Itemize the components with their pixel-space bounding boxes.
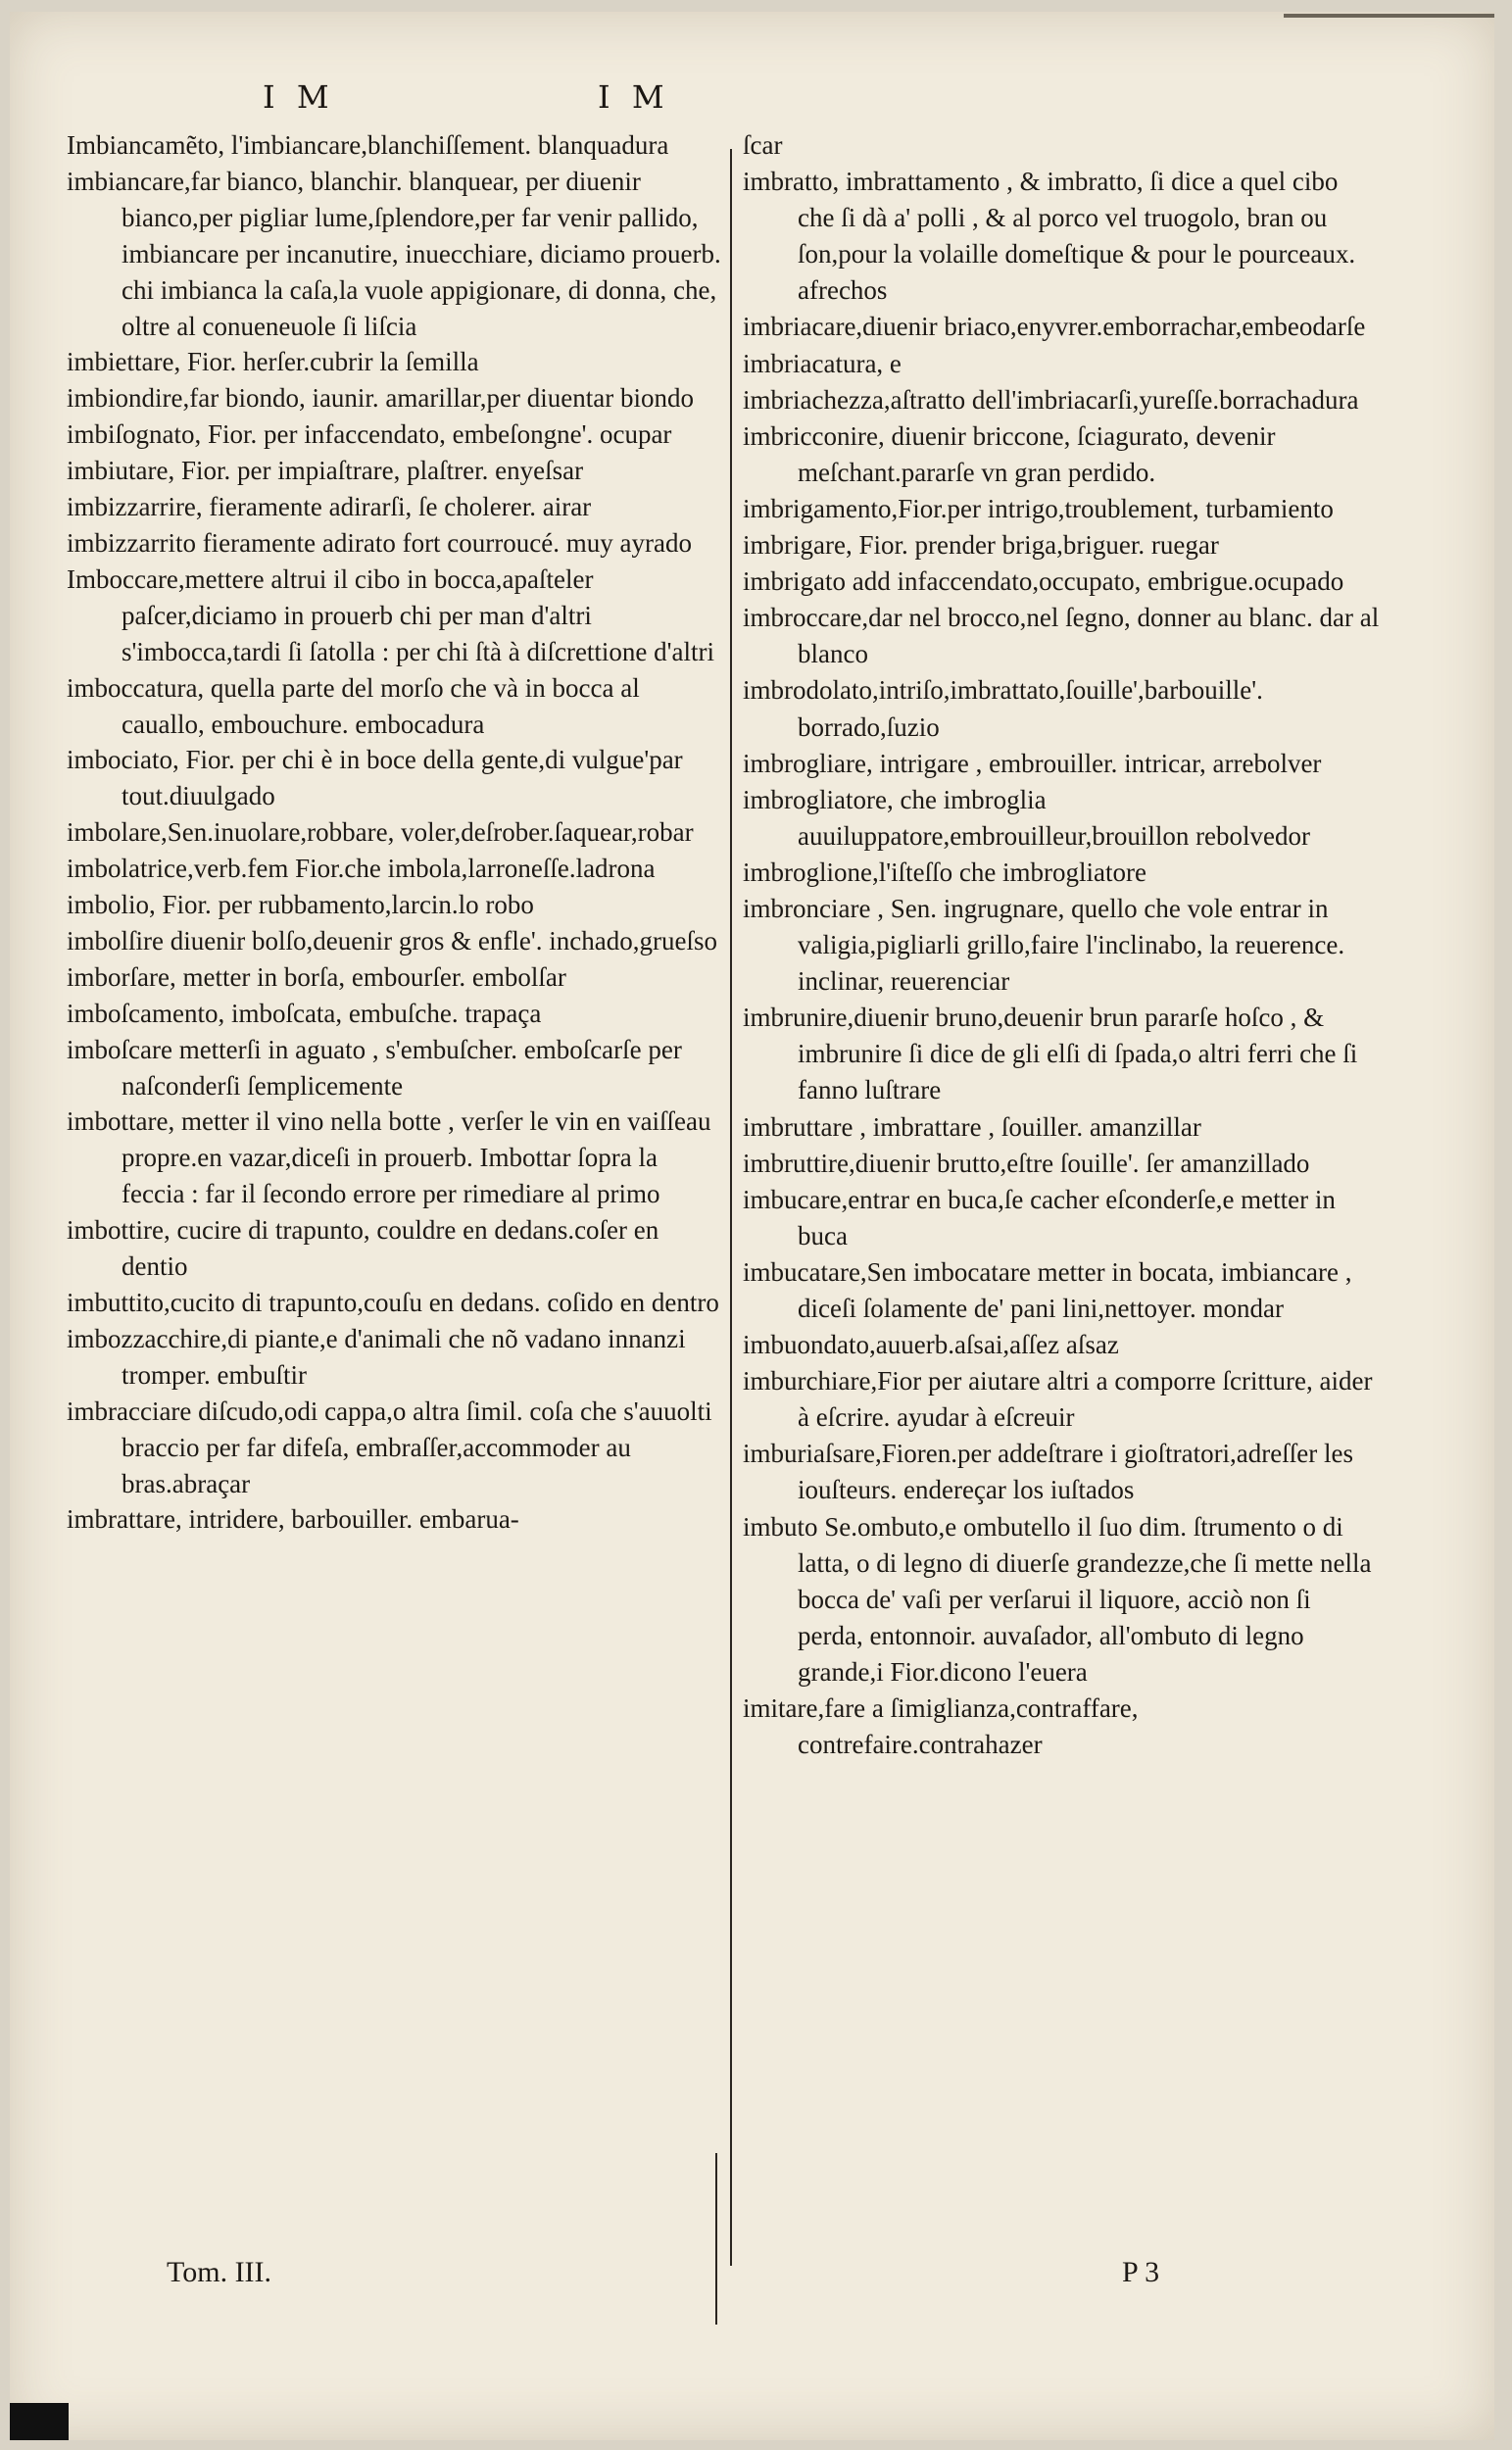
dictionary-entry: imbriachezza,aſtratto dell'imbriacarſi,yureſſe.borrachadura <box>743 384 1359 415</box>
dictionary-entry: imbociato, Fior. per chi è in boce della gente,di vulgue'par tout.diuulgado <box>67 745 683 811</box>
dictionary-entry: imbrogliatore, che imbroglia auuiluppatore,embrouilleur,brouillon rebolvedor <box>743 784 1311 851</box>
column-divider-lower <box>715 2153 717 2325</box>
column-divider <box>730 149 732 2266</box>
right-column <box>743 127 1380 1763</box>
dictionary-entry: imbriacare,diuenir briaco,enyvrer.emborrachar,embeodarſe <box>743 312 1366 342</box>
dictionary-entry: imbrattare, intridere, barbouiller. embarua- <box>67 1504 519 1535</box>
volume-signature: Tom. III. <box>167 2256 272 2288</box>
dictionary-entry: imbricconire, diuenir briccone, ſciagurato, devenir meſchant.pararſe vn gran perdido. <box>743 420 1276 487</box>
dictionary-entry: imbrunire,diuenir bruno,deuenir brun pararſe hoſco , & imbrunire ſi dice de gli elſi di ſpada,o altri ferri che ſi fanno luſtrare <box>743 1003 1358 1105</box>
dictionary-entry: imboſcare metterſi in aguato , s'embuſcher. emboſcarſe per naſconderſi ſemplicemente <box>67 1034 682 1101</box>
dictionary-entry: imbroccare,dar nel brocco,nel ſegno, donner au blanc. dar al blanco <box>743 603 1380 669</box>
dictionary-entry: imbrigamento,Fior.per intrigo,troublement, turbamiento <box>743 493 1334 523</box>
dictionary-entry: imbiettare, Fior. herſer.cubrir la ſemilla <box>67 347 479 377</box>
dictionary-entry: imbottare, metter il vino nella botte , verſer le vin en vaiſſeau propre.en vazar,diceſi in prouerb. Imbottar ſopra la feccia : far il ſecondo errore per rimediare al primo <box>67 1106 711 1209</box>
dictionary-entry: imbracciare diſcudo,odi cappa,o altra ſimil. coſa che s'auuolti braccio per far difeſa, embraſſer,accommoder au bras.abraçar <box>67 1396 712 1498</box>
signature-mark: P 3 <box>1122 2256 1160 2288</box>
dictionary-entry: imbolſire diuenir bolſo,deuenir gros & enfle'. inchado,grueſso <box>67 925 717 956</box>
dictionary-entry: imbruttire,diuenir brutto,eſtre ſouille'. ſer amanzillado <box>743 1148 1310 1178</box>
dictionary-entry: imbronciare , Sen. ingrugnare, quello che vole entrar in valigia,pigliarli grillo,faire l'inclinabo, la reuerence. inclinar, reuerenciar <box>743 893 1345 997</box>
dictionary-entry: Imboccare,mettere altrui il cibo in bocca,apaſteler paſcer,diciamo in prouerb chi per man d'altri s'imbocca,tardi ſi ſatolla : per chi ſtà à diſcrettione d'altri <box>67 564 715 666</box>
page-corner-shadow <box>10 2403 69 2440</box>
dictionary-entry: imbizzarrito fieramente adirato fort courroucé. muy ayrado <box>67 527 692 558</box>
dictionary-entry: imbratto, imbrattamento , & imbratto, ſi dice a quel cibo che ſi dà a' polli , & al porco vel truogolo, bran ou ſon,pour la volaille domeſtique & pour le pourceaux. afrechos <box>743 167 1356 306</box>
dictionary-entry: imbriacatura, e <box>743 348 902 378</box>
dictionary-entry: Imbiancamẽto, l'imbiancare,blanchiſſement. blanquadura <box>67 130 669 160</box>
dictionary-entry: imborſare, metter in borſa, embourſer. embolſar <box>67 961 566 992</box>
dictionary-entry: imitare,fare a ſimiglianza,contraffare, contrefaire.contrahazer <box>743 1693 1139 1760</box>
dictionary-entry: imbrodolato,intriſo,imbrattato,ſouille',barbouille'. borrado,ſuzio <box>743 675 1263 742</box>
left-running-head: I M <box>263 78 335 116</box>
top-edge-rule <box>1284 14 1494 18</box>
dictionary-entry: imboſcamento, imboſcata, embuſche. trapaça <box>67 998 542 1028</box>
dictionary-entry: imboccatura, quella parte del morſo che và in bocca al cauallo, embouchure. embocadura <box>67 672 640 739</box>
dictionary-entry: imbucatare,Sen imbocatare metter in bocata, imbiancare , diceſi ſolamente de' pani lini,nettoyer. mondar <box>743 1256 1352 1323</box>
dictionary-entry: ſcar <box>743 130 783 160</box>
dictionary-entry: imburiaſsare,Fioren.per addeſtrare i gioſtratori,adreſſer les iouſteurs. endereçar los iuſtados <box>743 1439 1353 1505</box>
dictionary-entry: imbiutare, Fior. per impiaſtrare, plaſtrer. enyeſsar <box>67 456 584 486</box>
dictionary-entry: imbizzarrire, fieramente adirarſi, ſe cholerer. airar <box>67 492 592 522</box>
dictionary-entry: imbolare,Sen.inuolare,robbare, voler,deſrober.ſaquear,robar <box>67 817 694 848</box>
dictionary-entry: imbiſognato, Fior. per infaccendato, embeſongne'. ocupar <box>67 419 672 450</box>
dictionary-entry: imbuondato,auuerb.aſsai,aſſez aſsaz <box>743 1330 1119 1360</box>
dictionary-entry: imbolatrice,verb.fem Fior.che imbola,larroneſſe.ladrona <box>67 854 656 884</box>
right-running-head: I M <box>598 78 670 116</box>
dictionary-entry: imbrigare, Fior. prender briga,briguer. ruegar <box>743 530 1219 561</box>
dictionary-entry: imbrogliare, intrigare , embrouiller. intricar, arrebolver <box>743 748 1322 778</box>
dictionary-entry: imbozzacchire,di piante,e d'animali che nõ vadano innanzi tromper. embuſtir <box>67 1323 686 1390</box>
dictionary-entry: imbucare,entrar en buca,ſe cacher eſconderſe,e metter in buca <box>743 1184 1336 1250</box>
dictionary-entry: imbolio, Fior. per rubbamento,larcin.lo robo <box>67 890 534 920</box>
dictionary-entry: imbruttare , imbrattare , ſouiller. amanzillar <box>743 1111 1201 1142</box>
dictionary-entry: imburchiare,Fior per aiutare altri a comporre ſcritture, aider à eſcrire. ayudar à eſcreuir <box>743 1366 1373 1433</box>
left-column <box>67 127 723 1538</box>
dictionary-entry: imbrigato add infaccendato,occupato, embrigue.ocupado <box>743 566 1344 597</box>
dictionary-entry: imbuttito,cucito di trapunto,couſu en dedans. coſido en dentro <box>67 1288 719 1317</box>
book-page <box>10 12 1494 2440</box>
dictionary-entry: imbiancare,far bianco, blanchir. blanquear, per diuenir bianco,per pigliar lume,ſplendore,per far venir pallido, imbiancare per incanutire, inuecchiare, diciamo prouerb. chi imbianca la caſa,la vuole appigionare, di donna, che, oltre al conueneuole ſi liſcia <box>67 166 721 341</box>
dictionary-entry: imbuto Se.ombuto,e ombutello il ſuo dim. ſtrumento o di latta, o di legno di diuerſe grandezze,che ſi mette nella bocca de' vaſi per verſarui il liquore, acciò non ſi perda, entonnoir. auvaſador, all'ombuto di legno grande,i Fior.dicono l'euera <box>743 1511 1372 1687</box>
dictionary-entry: imbottire, cucire di trapunto, couldre en dedans.coſer en dentio <box>67 1215 659 1282</box>
dictionary-entry: imbiondire,far biondo, iaunir. amarillar,per diuentar biondo <box>67 383 694 414</box>
dictionary-entry: imbroglione,l'iſteſſo che imbrogliatore <box>743 857 1147 887</box>
